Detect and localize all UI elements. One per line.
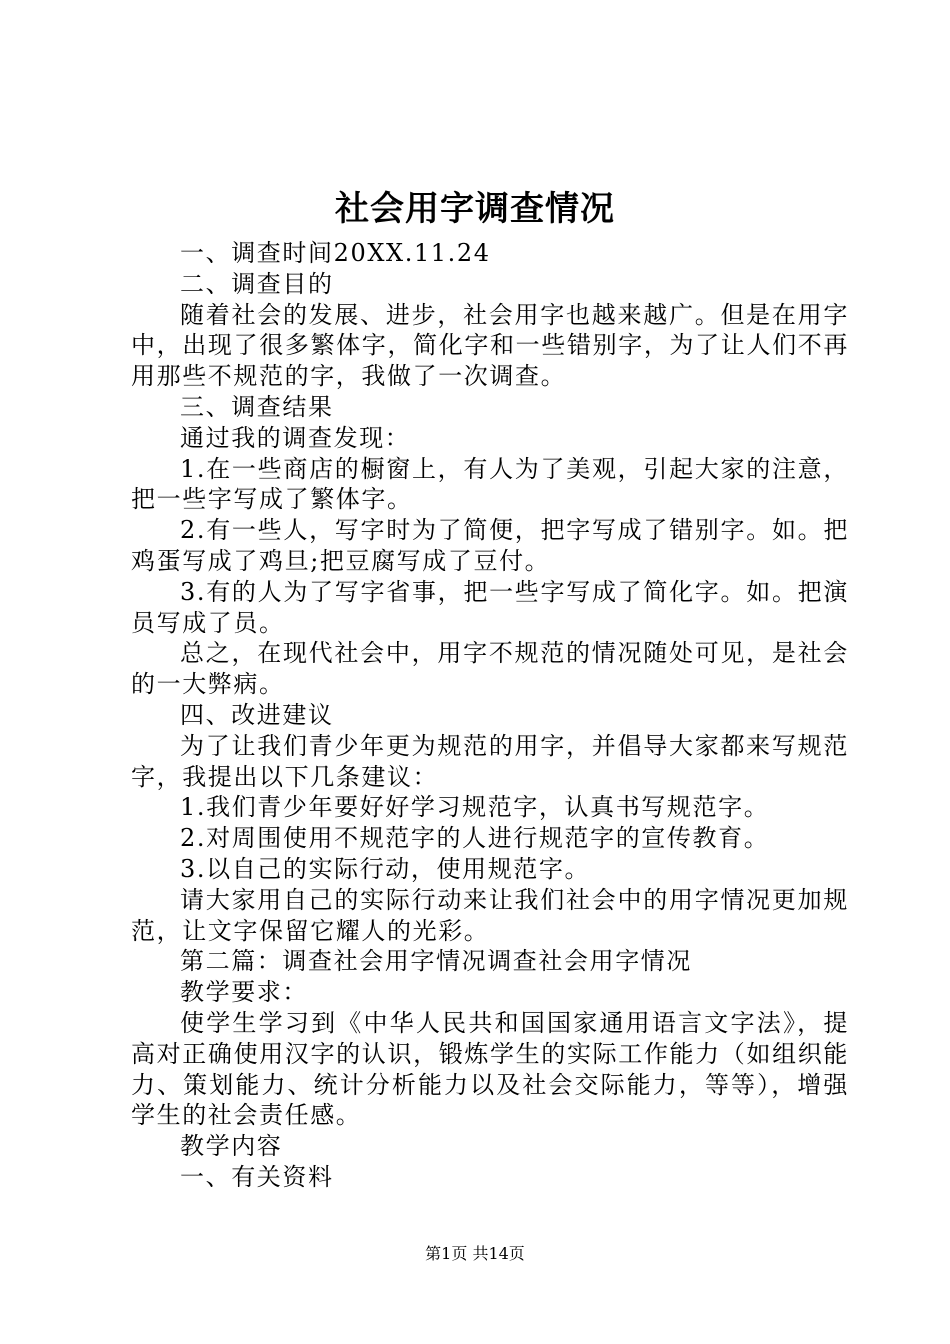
paragraph: 请大家用自己的实际行动来让我们社会中的用字情况更加规范，让文字保留它耀人的光彩。	[131, 885, 849, 945]
paragraph: 3.有的人为了写字省事，把一些字写成了简化字。如。把演员写成了员。	[131, 577, 849, 637]
paragraph: 2.对周围使用不规范字的人进行规范字的宣传教育。	[180, 824, 770, 853]
paragraph: 一、调查时间20XX.11.24	[180, 239, 491, 267]
paragraph: 3.以自己的实际行动，使用规范字。	[180, 854, 591, 883]
paragraph: 四、改进建议	[180, 700, 334, 729]
document-title: 社会用字调查情况	[335, 189, 615, 229]
paragraph: 一、有关资料	[180, 1162, 334, 1191]
paragraph: 为了让我们青少年更为规范的用字，并倡导大家都来写规范字，我提出以下几条建议：	[131, 731, 849, 791]
paragraph: 随着社会的发展、进步，社会用字也越来越广。但是在用字中，出现了很多繁体字，简化字和一些错别字，为了让人们不再用那些不规范的字，我做了一次调查。	[131, 300, 849, 391]
paragraph: 二、调查目的	[180, 269, 334, 298]
page-footer: 第1页 共14页	[425, 1244, 525, 1263]
paragraph: 教学要求：	[180, 978, 308, 1007]
paragraph: 通过我的调查发现：	[180, 423, 411, 452]
paragraph: 2.有一些人，写字时为了简便，把字写成了错别字。如。把鸡蛋写成了鸡旦;把豆腐写成了豆付。	[131, 516, 849, 575]
paragraph: 1.在一些商店的橱窗上，有人为了美观，引起大家的注意，把一些字写成了繁体字。	[131, 454, 849, 514]
paragraph: 三、调查结果	[180, 392, 334, 421]
paragraph: 第二篇：调查社会用字情况调查社会用字情况	[180, 947, 692, 976]
paragraph: 使学生学习到《中华人民共和国国家通用语言文字法》，提高对正确使用汉字的认识，锻炼学生的实际工作能力（如组织能力、策划能力、统计分析能力以及社会交际能力，等等），增强学生的社会责任感。	[131, 1008, 849, 1130]
paragraph: 1.我们青少年要好好学习规范字，认真书写规范字。	[180, 793, 770, 822]
paragraph: 教学内容	[180, 1132, 283, 1161]
paragraph: 总之，在现代社会中，用字不规范的情况随处可见，是社会的一大弊病。	[131, 639, 849, 699]
document-body	[131, 238, 849, 1193]
